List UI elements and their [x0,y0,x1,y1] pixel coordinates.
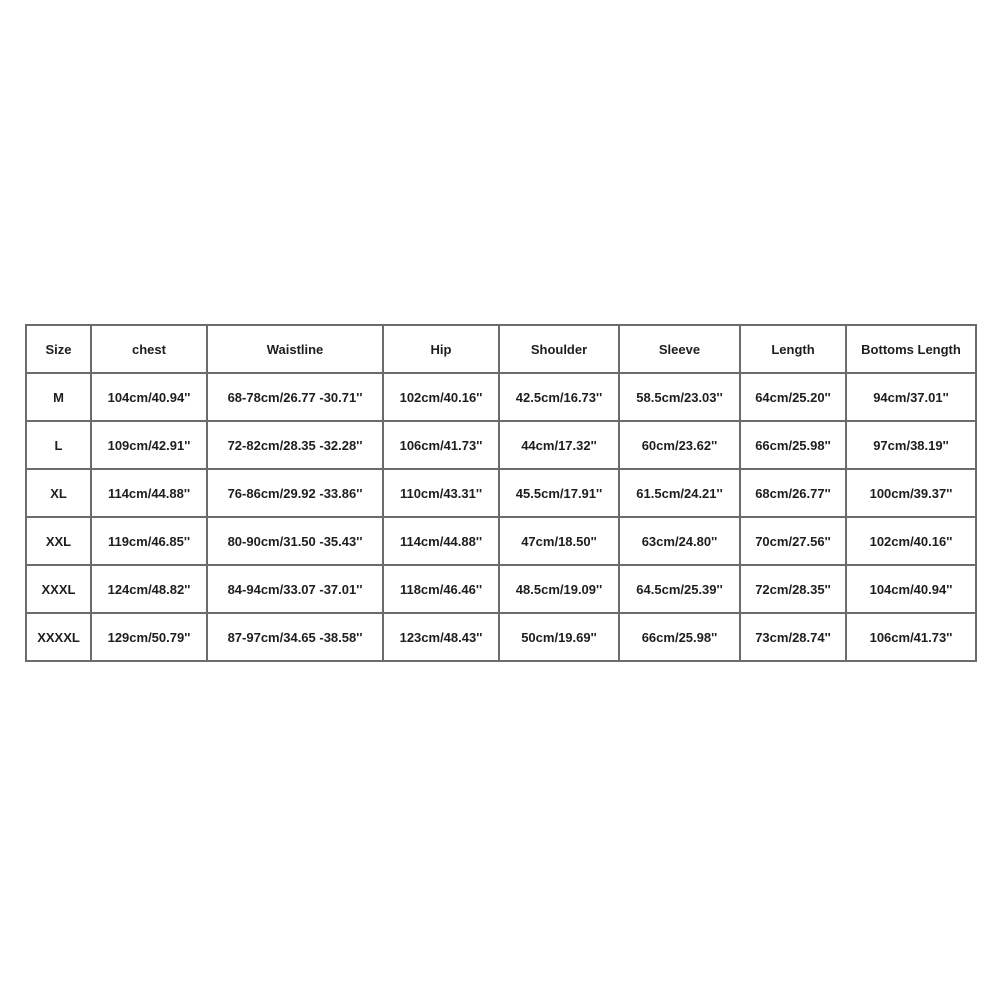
table-row [26,373,976,421]
cell-size: M [26,373,91,421]
cell-hip: 102cm/40.16'' [383,373,499,421]
cell-size: L [26,421,91,469]
cell-hip: 106cm/41.73'' [383,421,499,469]
cell-hip: 123cm/48.43'' [383,613,499,661]
cell-hip: 110cm/43.31'' [383,469,499,517]
cell-waistline: 72-82cm/28.35 -32.28'' [207,421,383,469]
cell-hip: 114cm/44.88'' [383,517,499,565]
cell-length: 73cm/28.74'' [740,613,846,661]
cell-chest: 129cm/50.79'' [91,613,207,661]
cell-bottoms-length: 100cm/39.37'' [846,469,976,517]
header-chest: chest [91,325,207,373]
cell-shoulder: 44cm/17.32'' [499,421,619,469]
table-row [26,421,976,469]
cell-waistline: 87-97cm/34.65 -38.58'' [207,613,383,661]
cell-size: XXXL [26,565,91,613]
header-shoulder: Shoulder [499,325,619,373]
cell-shoulder: 48.5cm/19.09'' [499,565,619,613]
cell-length: 70cm/27.56'' [740,517,846,565]
header-length: Length [740,325,846,373]
header-waistline: Waistline [207,325,383,373]
cell-shoulder: 45.5cm/17.91'' [499,469,619,517]
cell-sleeve: 61.5cm/24.21'' [619,469,740,517]
cell-bottoms-length: 102cm/40.16'' [846,517,976,565]
cell-length: 72cm/28.35'' [740,565,846,613]
cell-length: 64cm/25.20'' [740,373,846,421]
cell-size: XXXXL [26,613,91,661]
cell-bottoms-length: 97cm/38.19'' [846,421,976,469]
cell-shoulder: 42.5cm/16.73'' [499,373,619,421]
cell-sleeve: 64.5cm/25.39'' [619,565,740,613]
cell-chest: 104cm/40.94'' [91,373,207,421]
cell-hip: 118cm/46.46'' [383,565,499,613]
cell-waistline: 68-78cm/26.77 -30.71'' [207,373,383,421]
header-size: Size [26,325,91,373]
cell-waistline: 80-90cm/31.50 -35.43'' [207,517,383,565]
cell-size: XL [26,469,91,517]
cell-waistline: 76-86cm/29.92 -33.86'' [207,469,383,517]
cell-waistline: 84-94cm/33.07 -37.01'' [207,565,383,613]
cell-sleeve: 63cm/24.80'' [619,517,740,565]
cell-shoulder: 47cm/18.50'' [499,517,619,565]
cell-shoulder: 50cm/19.69'' [499,613,619,661]
table-header-row [26,325,976,373]
table-row [26,613,976,661]
cell-chest: 124cm/48.82'' [91,565,207,613]
cell-length: 66cm/25.98'' [740,421,846,469]
cell-size: XXL [26,517,91,565]
header-sleeve: Sleeve [619,325,740,373]
cell-bottoms-length: 104cm/40.94'' [846,565,976,613]
cell-sleeve: 60cm/23.62'' [619,421,740,469]
cell-chest: 109cm/42.91'' [91,421,207,469]
table-row [26,565,976,613]
cell-bottoms-length: 106cm/41.73'' [846,613,976,661]
header-hip: Hip [383,325,499,373]
table-row [26,469,976,517]
header-bottoms-length: Bottoms Length [846,325,976,373]
cell-length: 68cm/26.77'' [740,469,846,517]
size-chart-table [25,324,977,662]
cell-bottoms-length: 94cm/37.01'' [846,373,976,421]
cell-chest: 119cm/46.85'' [91,517,207,565]
cell-sleeve: 66cm/25.98'' [619,613,740,661]
cell-sleeve: 58.5cm/23.03'' [619,373,740,421]
cell-chest: 114cm/44.88'' [91,469,207,517]
table-row [26,517,976,565]
